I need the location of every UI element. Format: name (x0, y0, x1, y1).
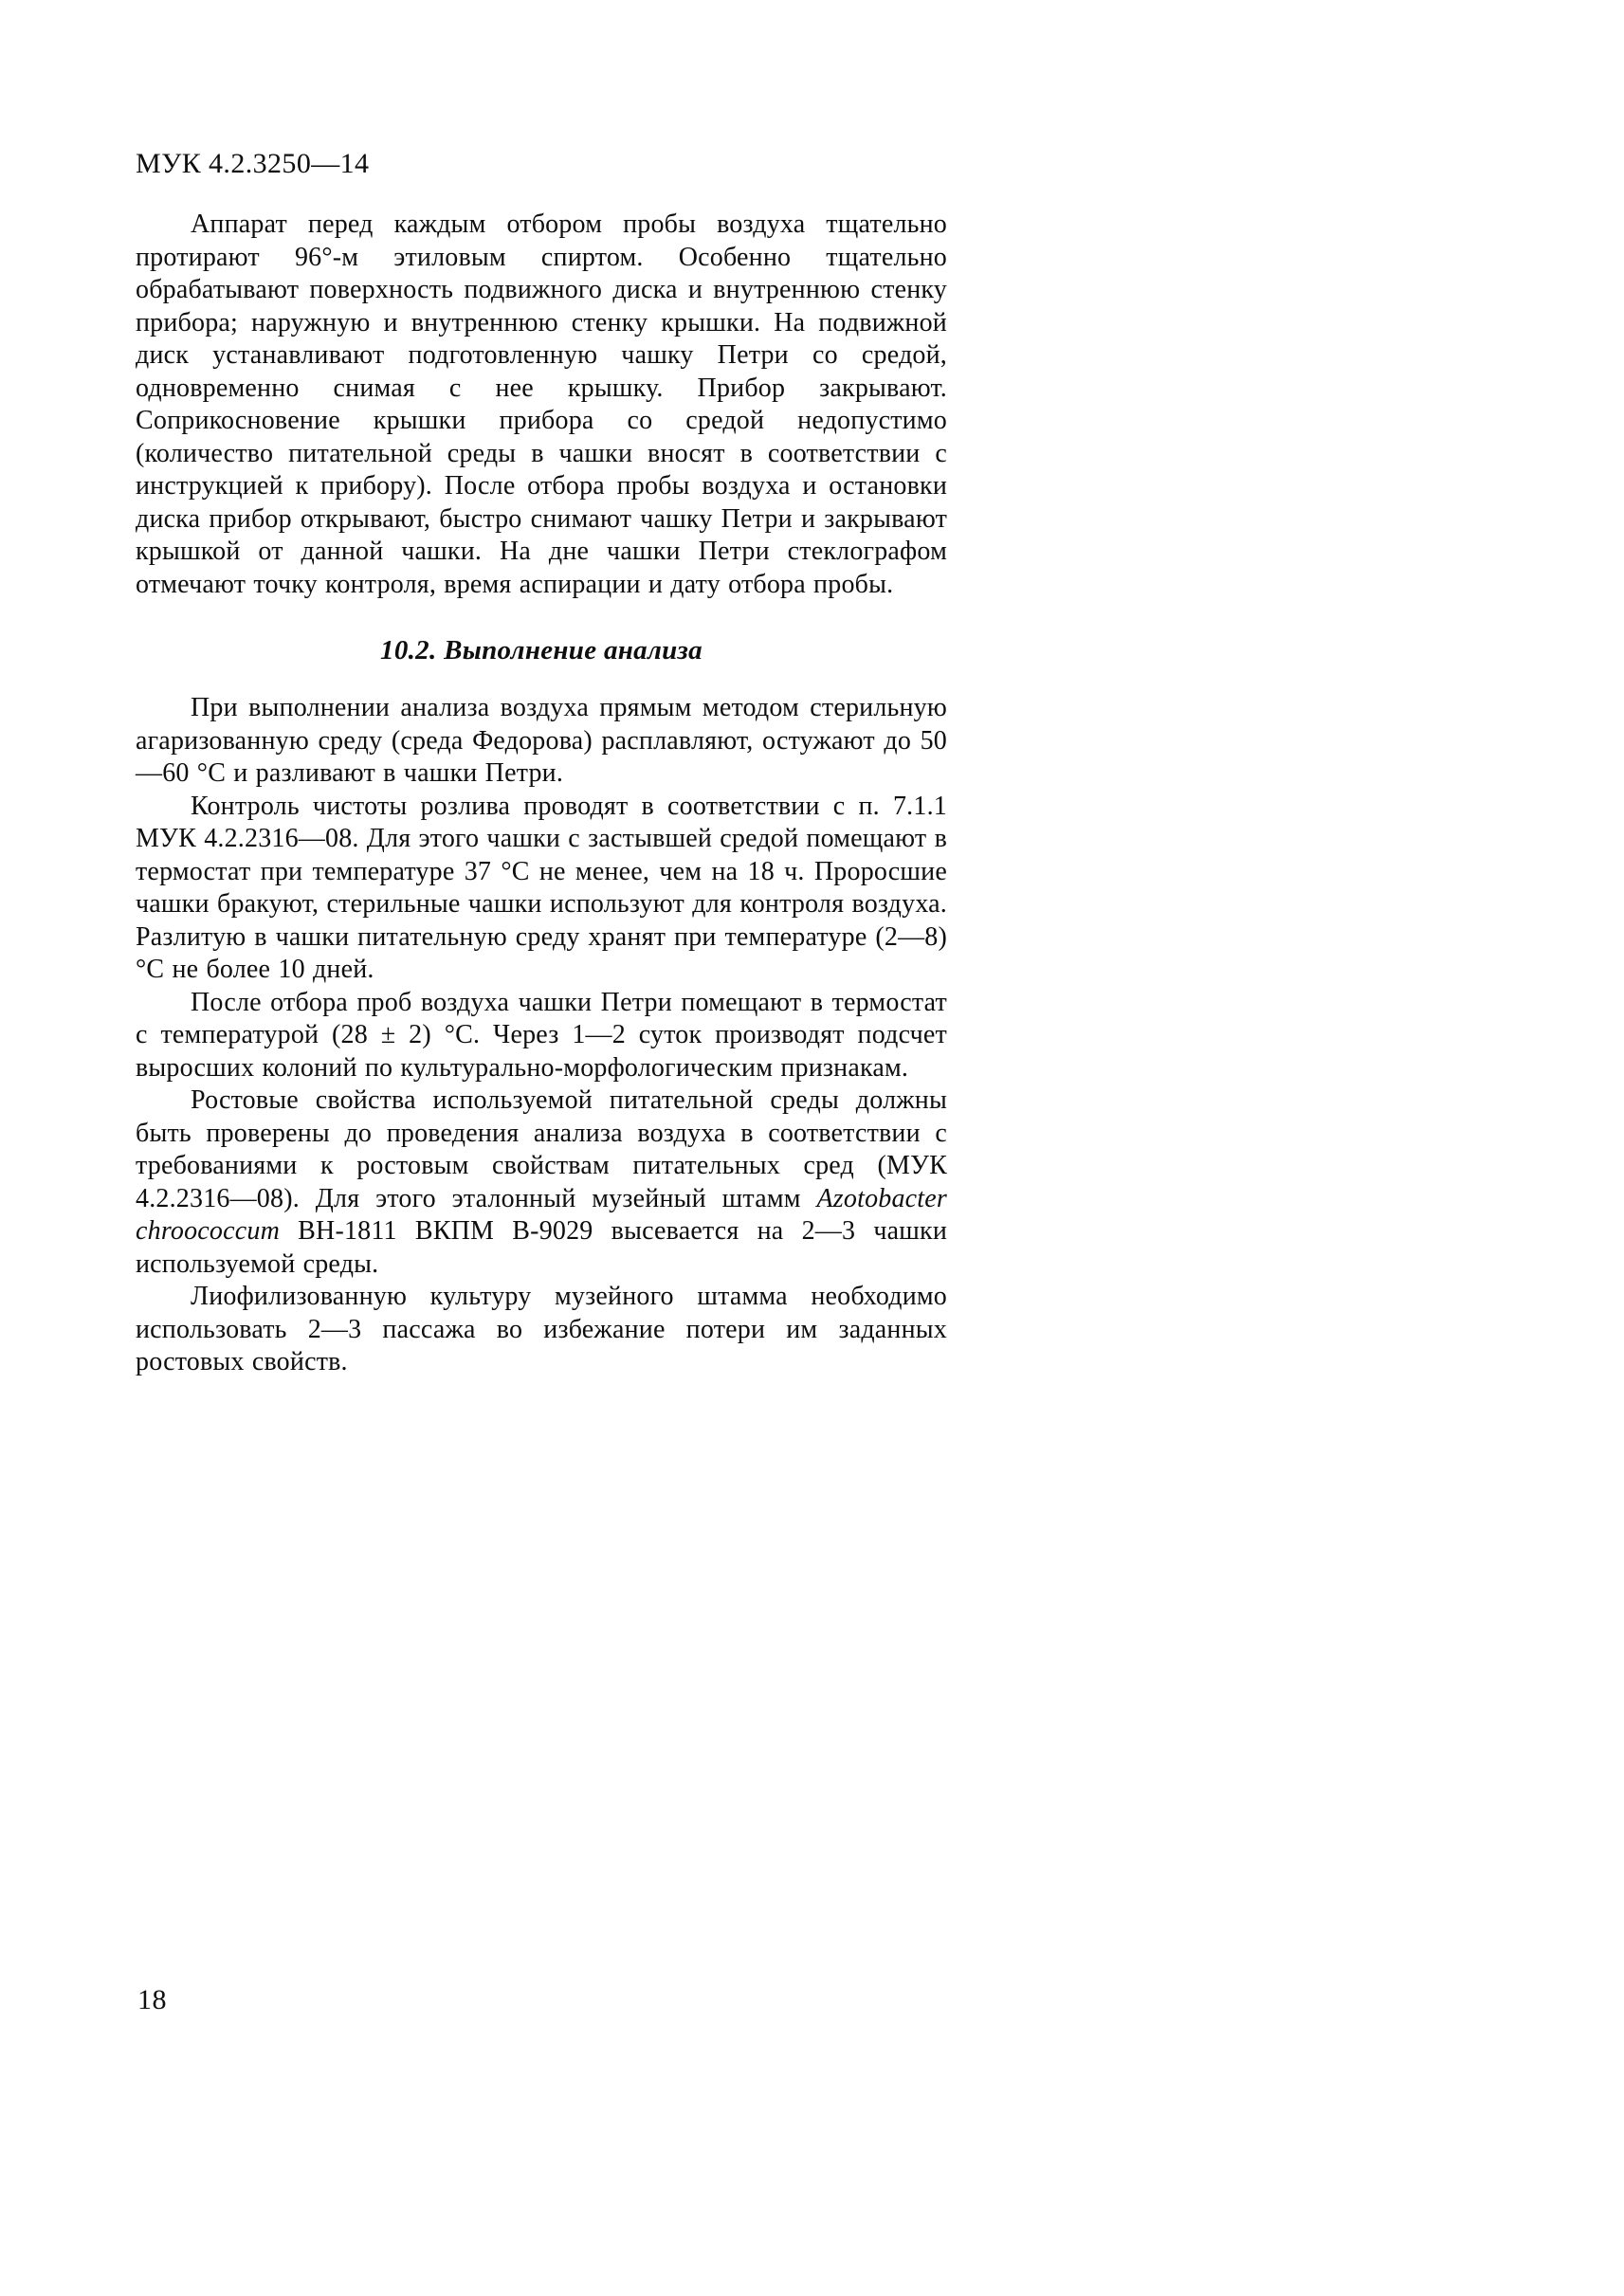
paragraph-incubation: После отбора проб воздуха чашки Петри помещают в термостат с температурой (28 ± 2) °С. Через 1—2 суток производят подсчет выросших колоний по культурально-морфологическим признакам. (136, 987, 947, 1083)
paragraph-medium-preparation: При выполнении анализа воздуха прямым методом стерильную агаризованную среду (среда Федорова) расплавляют, остужают до 50—60 °С и разливают в чашки Петри. (136, 693, 947, 788)
text-block (136, 148, 947, 1379)
paragraph-sterility-control: Контроль чистоты розлива проводят в соответствии с п. 7.1.1 МУК 4.2.2316—08. Для этого чашки с застывшей средой помещают в термостат при температуре 37 °С не менее, чем на 18 ч. Проросшие чашки бракуют, стерильные чашки используют для контроля воздуха. Разлитую в чашки питательную среду хранят при температуре (2—8) °С не более 10 дней. (136, 791, 947, 984)
page-number: 18 (137, 1984, 167, 2015)
document-code-header: МУК 4.2.3250—14 (136, 148, 370, 179)
paragraph-growth-properties (136, 1084, 947, 1281)
paragraph-growth-properties-tail: ВН-1811 ВКПМ В-9029 высевается на 2—3 чашки используемой среды. (136, 1216, 947, 1279)
paragraph-lyophilized-culture: Лиофилизованную культуру музейного штамма необходимо использовать 2—3 пассажа во избежание потери им заданных ростовых свойств. (136, 1282, 947, 1376)
paragraph-sampling-procedure: Аппарат перед каждым отбором пробы воздуха тщательно протирают 96°-м этиловым спиртом. Особенно тщательно обрабатывают поверхность подвижного диска и внутреннюю стенку прибора; наружную и внутреннюю стенку крышки. На подвижной диск устанавливают подготовленную чашку Петри со средой, одновременно снимая с нее крышку. Прибор закрывают. Соприкосновение крышки прибора со средой недопустимо (количество питательной среды в чашки вносят в соответствии с инструкцией к прибору). После отбора пробы воздуха и остановки диска прибор открывают, быстро снимают чашку Петри и закрывают крышкой от данной чашки. На дне чашки Петри стеклографом отмечают точку контроля, время аспирации и дату отбора пробы. (136, 210, 947, 599)
paragraph-growth-properties-text: Ростовые свойства используемой питательной среды должны быть проверены до проведения анализа воздуха в соответствии с требованиями к ростовым свойствам питательных сред (МУК 4.2.2316—08). Для этого эталонный музейный штамм (136, 1085, 947, 1213)
species-name-italic: Azotobacter chroococcum (136, 1183, 947, 1246)
section-heading-10-2: 10.2. Выполнение анализа (380, 635, 703, 665)
